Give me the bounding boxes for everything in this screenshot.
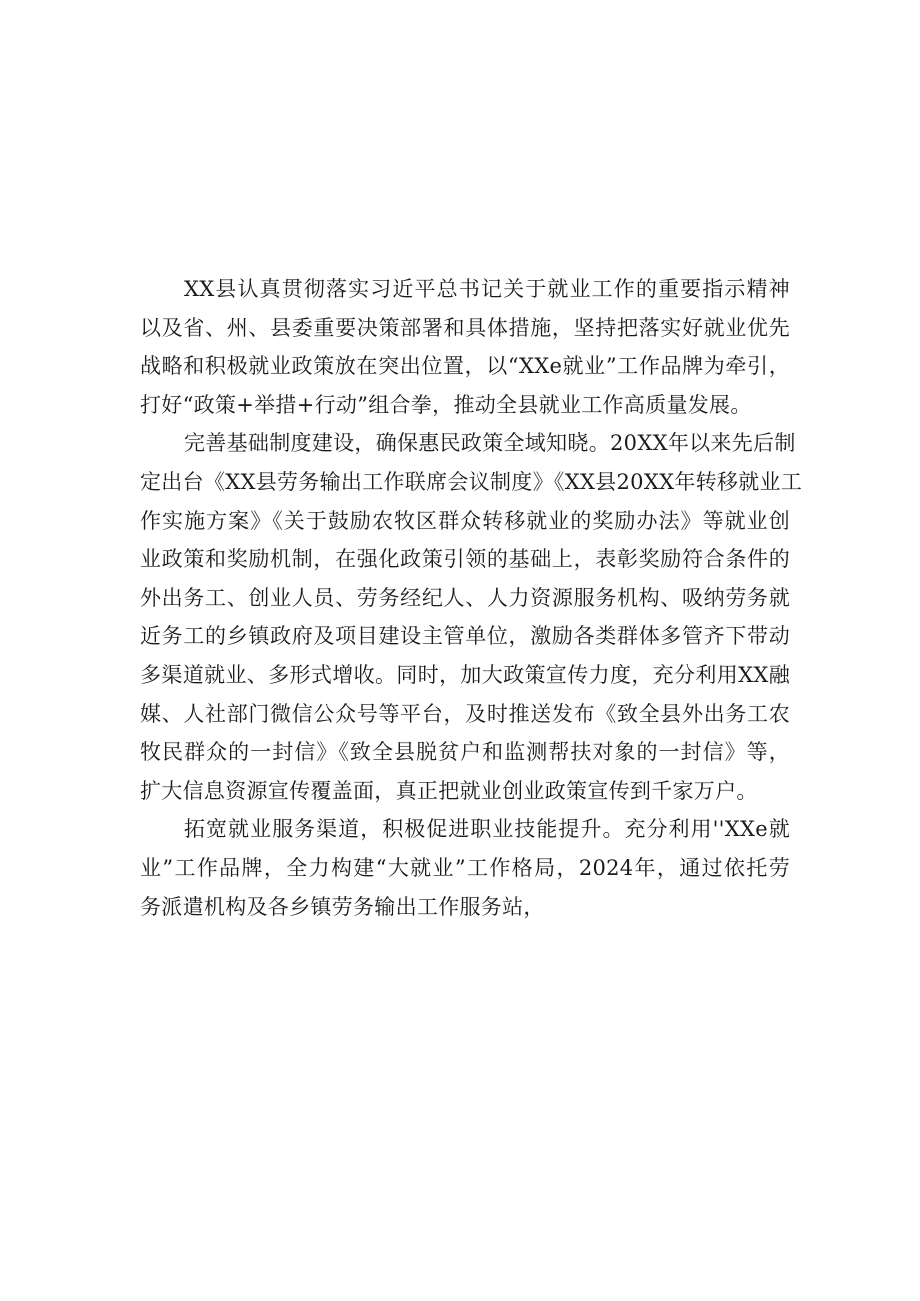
text-line: 业”工作品牌，全力构建“大就业”工作格局，2024年，通过依托劳 [140,855,790,880]
paragraph [140,810,790,926]
text-line: 完善基础制度建设，确保惠民政策全域知晓。20XX年以来先后制 [184,431,796,456]
text-line: 务派遣机构及各乡镇劳务输出工作服务站， [140,894,545,919]
text-line: 定出台《XX县劳务输出工作联席会议制度》《XX县20XX年转移就业工 [140,469,803,494]
text-line: 媒、人社部门微信公众号等平台，及时推送发布《致全县外出务工农 [140,701,790,726]
text-line: 打好“政策+举措+行动”组合拳，推动全县就业工作高质量发展。 [140,392,752,417]
text-line: 战略和积极就业政策放在突出位置，以“XXe就业”工作品牌为牵引， [140,354,790,379]
text-line: 多渠道就业、多形式增收。同时，加大政策宣传力度，充分利用XX融 [140,662,790,687]
text-line: 外出务工、创业人员、劳务经纪人、人力资源服务机构、吸纳劳务就 [140,585,790,610]
text-line: 以及省、州、县委重要决策部署和具体措施，坚持把落实好就业优先 [140,315,790,340]
text-line: 拓宽就业服务渠道，积极促进职业技能提升。充分利用''XXe就 [184,817,790,842]
text-line: 扩大信息资源宣传覆盖面，真正把就业创业政策宣传到千家万户。 [140,778,758,803]
paragraph [140,270,790,424]
text-line: 牧民群众的一封信》《致全县脱贫户和监测帮扶对象的一封信》等， [140,740,790,765]
paragraph [140,424,803,810]
text-line: 业政策和奖励机制，在强化政策引领的基础上，表彰奖励符合条件的 [140,547,790,572]
text-line: 近务工的乡镇政府及项目建设主管单位，激励各类群体多管齐下带动 [140,624,790,649]
document-body [140,270,803,926]
text-line: 作实施方案》《关于鼓励农牧区群众转移就业的奖励办法》等就业创 [140,508,790,533]
text-line: XX县认真贯彻落实习近平总书记关于就业工作的重要指示精神 [184,277,790,301]
